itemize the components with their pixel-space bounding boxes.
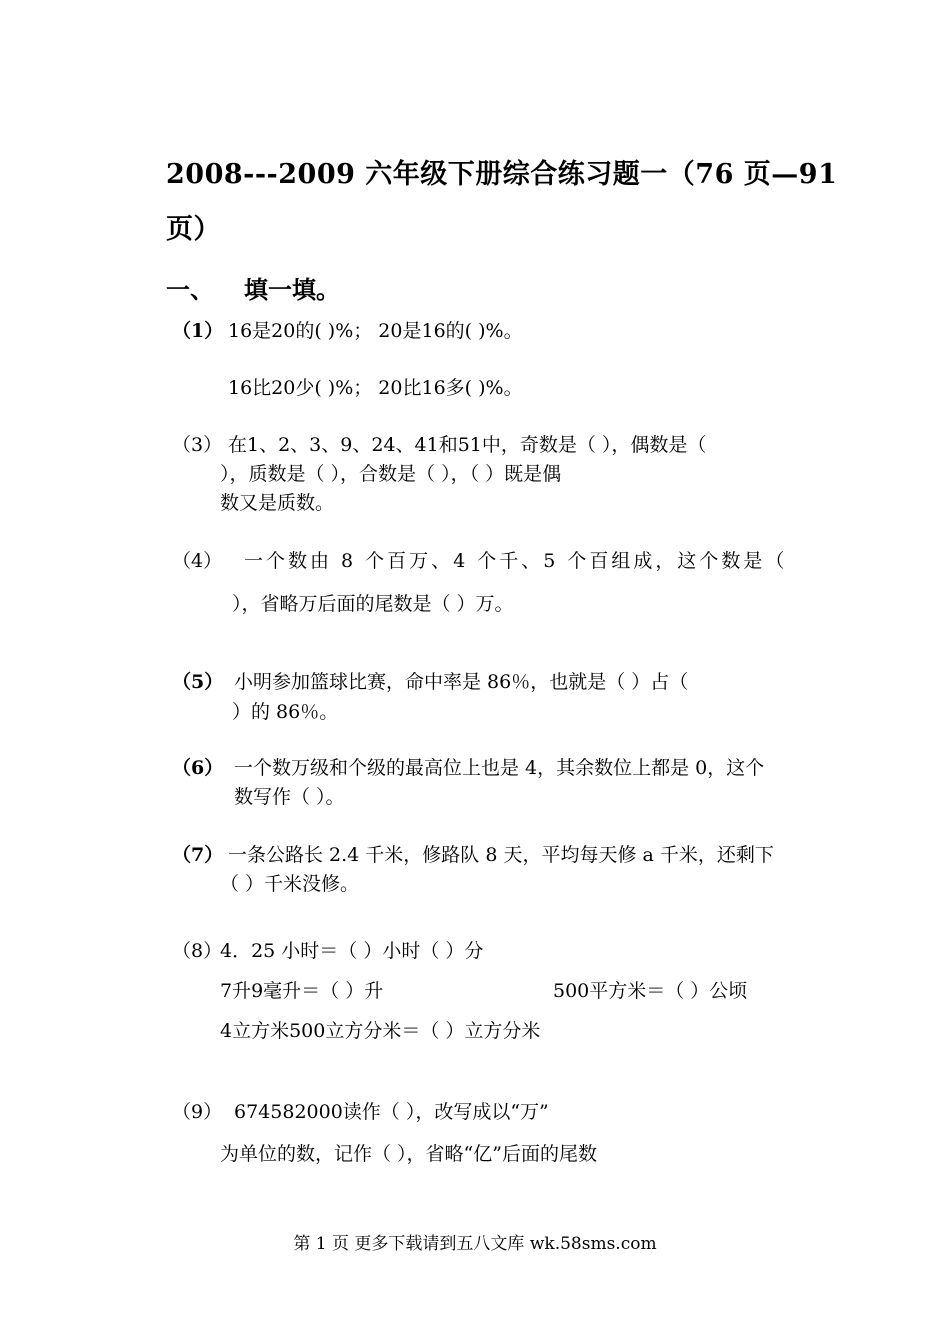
question-1-line1: 16是20的( )%； 20是16的( )%。 [228, 320, 523, 342]
question-1-line2: 16比20少( )%； 20比16多( )%。 [228, 377, 523, 399]
question-9-number: （9） [172, 1101, 223, 1123]
question-9-line2: 为单位的数，记作（ ），省略“亿”后面的尾数 [220, 1143, 597, 1165]
question-8-line2a: 7升9毫升＝（ ）升 [220, 980, 384, 1002]
question-3-line1: 在1、2、3、9、24、41和51中，奇数是（ ），偶数是（ [228, 434, 707, 456]
question-8-number: （8） [172, 940, 223, 962]
question-8-line1: 4．25 小时＝（ ）小时（ ）分 [220, 940, 484, 962]
question-1-number: （1） [172, 320, 224, 342]
question-4-line1: 一个数由 8 个百万、4 个千、5 个百组成，这个数是（ [244, 550, 788, 572]
question-5-line1: 小明参加篮球比赛，命中率是 86％，也就是（ ）占（ [234, 671, 689, 693]
question-4-number: （4） [172, 550, 223, 572]
question-7-number: （7） [172, 844, 224, 866]
question-8-line3: 4立方米500立方分米＝（ ）立方分米 [220, 1020, 541, 1042]
question-8-line2b: 500平方米＝（ ）公顷 [553, 980, 748, 1002]
question-3-number: （3） [172, 434, 223, 456]
page-footer: 第 1 页 更多下载请到五八文库 wk.58sms.com [293, 1234, 657, 1254]
question-5-number: （5） [172, 671, 224, 693]
question-7-line2: （ ）千米没修。 [220, 873, 360, 895]
document-title-line1: 2008---2009 六年级下册综合练习题一（76 页—91 [166, 159, 838, 190]
question-3-line3: 数又是质数。 [220, 492, 335, 514]
question-6-line2: 数写作（ ）。 [234, 786, 345, 808]
section-heading: 填一填。 [244, 275, 340, 304]
question-5-line2: ）的 86％。 [232, 701, 339, 723]
question-4-line2: ），省略万后面的尾数是（ ）万。 [232, 593, 514, 615]
question-3-line2: ），质数是（ ），合数是（ ），（ ）既是偶 [220, 463, 562, 485]
question-7-line1: 一条公路长 2.4 千米，修路队 8 天，平均每天修 a 千米，还剩下 [228, 844, 774, 866]
question-6-line1: 一个数万级和个级的最高位上也是 4，其余数位上都是 0，这个 [234, 757, 765, 779]
document-title-line2: 页） [166, 214, 221, 245]
section-number: 一、 [166, 275, 214, 304]
question-9-line1: 674582000读作（ ），改写成以“万” [234, 1101, 549, 1123]
question-6-number: （6） [172, 757, 224, 779]
